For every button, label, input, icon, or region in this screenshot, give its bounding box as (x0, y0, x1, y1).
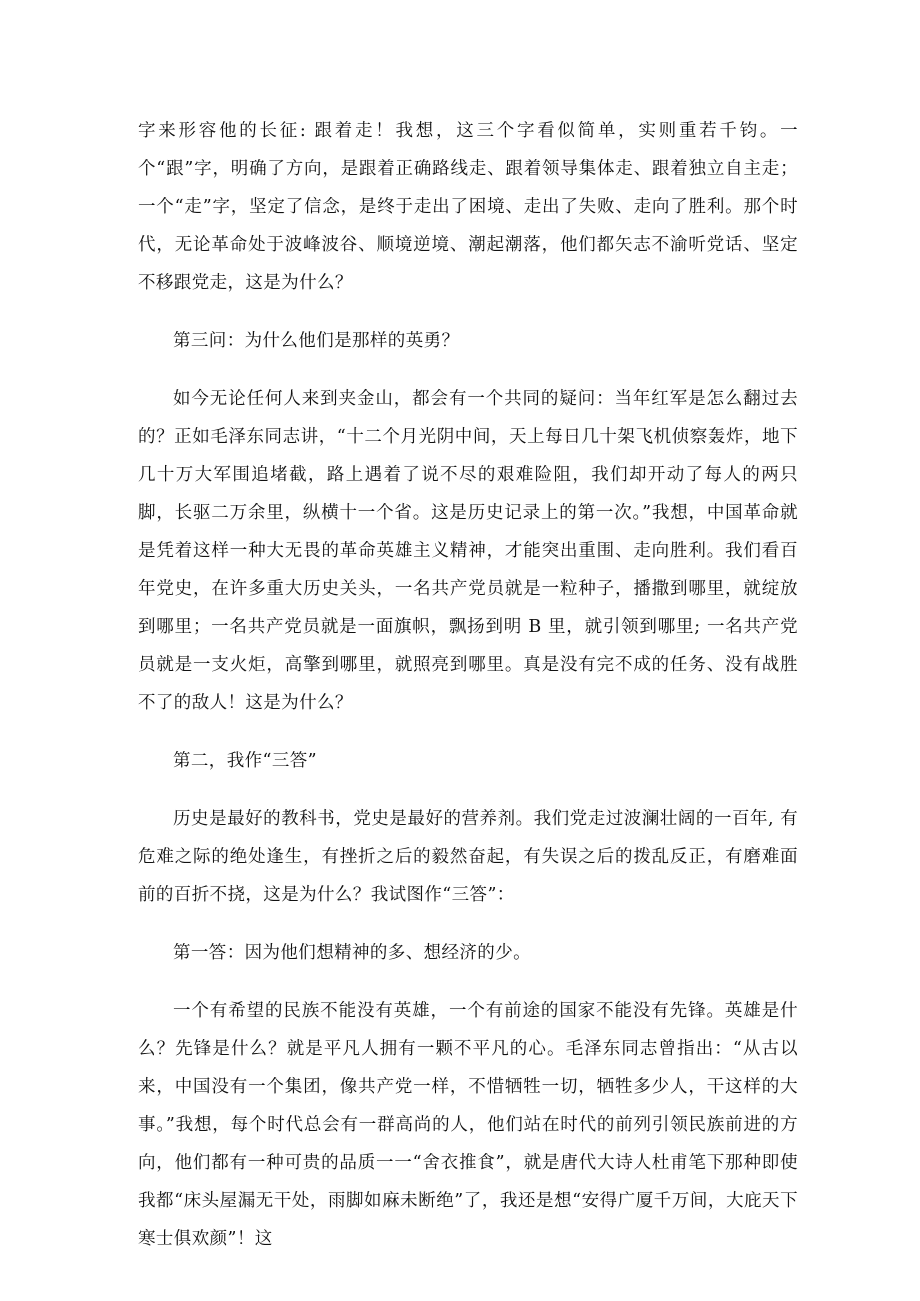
heading-second-three-answers: 第二，我作“三答” (173, 751, 317, 771)
heading-third-question: 第三问：为什么他们是那样的英勇？ (173, 331, 460, 351)
document-body (138, 112, 798, 1258)
heading-first-answer: 第一答：因为他们想精神的多、想经济的少。 (173, 943, 531, 963)
paragraph-history-textbook: 历史是最好的教科书，党史是最好的营养剂。我们党走过波澜壮阔的一百年, 有危难之际的绝处逢生，有挫折之后的毅然奋起，有失误之后的拨乱反正，有磨难面前的百折不挠，这是为什么？我试图作“三答”： (138, 809, 798, 905)
paragraph-heroes-vanguard: 一个有希望的民族不能没有英雄，一个有前途的国家不能没有先锋。英雄是什么？先锋是什么？就是平凡人拥有一颗不平凡的心。毛泽东同志曾指出：“从古以来，中国没有一个集团，像共产党一样，不惜牺牲一切，牺牲多少人，干这样的大事。”我想，每个时代总会有一群高尚的人，他们站在时代的前列引领民族前进的方向，他们都有一种可贵的品质一一“舍衣推食”，就是唐代大诗人杜甫笔下那种即使我都“床头屋漏无干处，雨脚如麻未断绝”了，我还是想“安得广厦千万间，大庇天下寒士俱欢颜”！这 (138, 1001, 798, 1249)
paragraph-jiajin-mountain: 如今无论任何人来到夹金山，都会有一个共同的疑问：当年红军是怎么翻过去的？正如毛泽东同志讲，“十二个月光阴中间，天上每日几十架飞机侦察轰炸，地下几十万大军围追堵截，路上遇着了说不尽的艰难险阻，我们却开动了每人的两只脚，长驱二万余里，纵横十一个省。这是历史记录上的第一次。”我想，中国革命就是凭着这样一种大无畏的革命英雄主义精神，才能突出重围、走向胜利。我们看百年党史，在许多重大历史关头，一名共产党员就是一粒种子，播撒到哪里，就绽放到哪里；一名共产党员就是一面旗帜，飘扬到明 B 里，就引领到哪里; 一名共产党员就是一支火炬，高擎到哪里，就照亮到哪里。真是没有完不成的任务、没有战胜不了的敌人！这是为什么？ (138, 389, 798, 713)
paragraph-long-march-following: 字来形容他的长征: 跟着走！我想，这三个字看似简单，实则重若千钧。一个“跟”字，明确了方向，是跟着正确路线走、跟着领导集体走、跟着独立自主走；一个“走”字，坚定了信念，是终于走出了困境、走出了失败、走向了胜利。那个时代，无论革命处于波峰波谷、顺境逆境、潮起潮落，他们都矢志不渝听党话、坚定不移跟党走，这是为什么？ (138, 121, 798, 293)
